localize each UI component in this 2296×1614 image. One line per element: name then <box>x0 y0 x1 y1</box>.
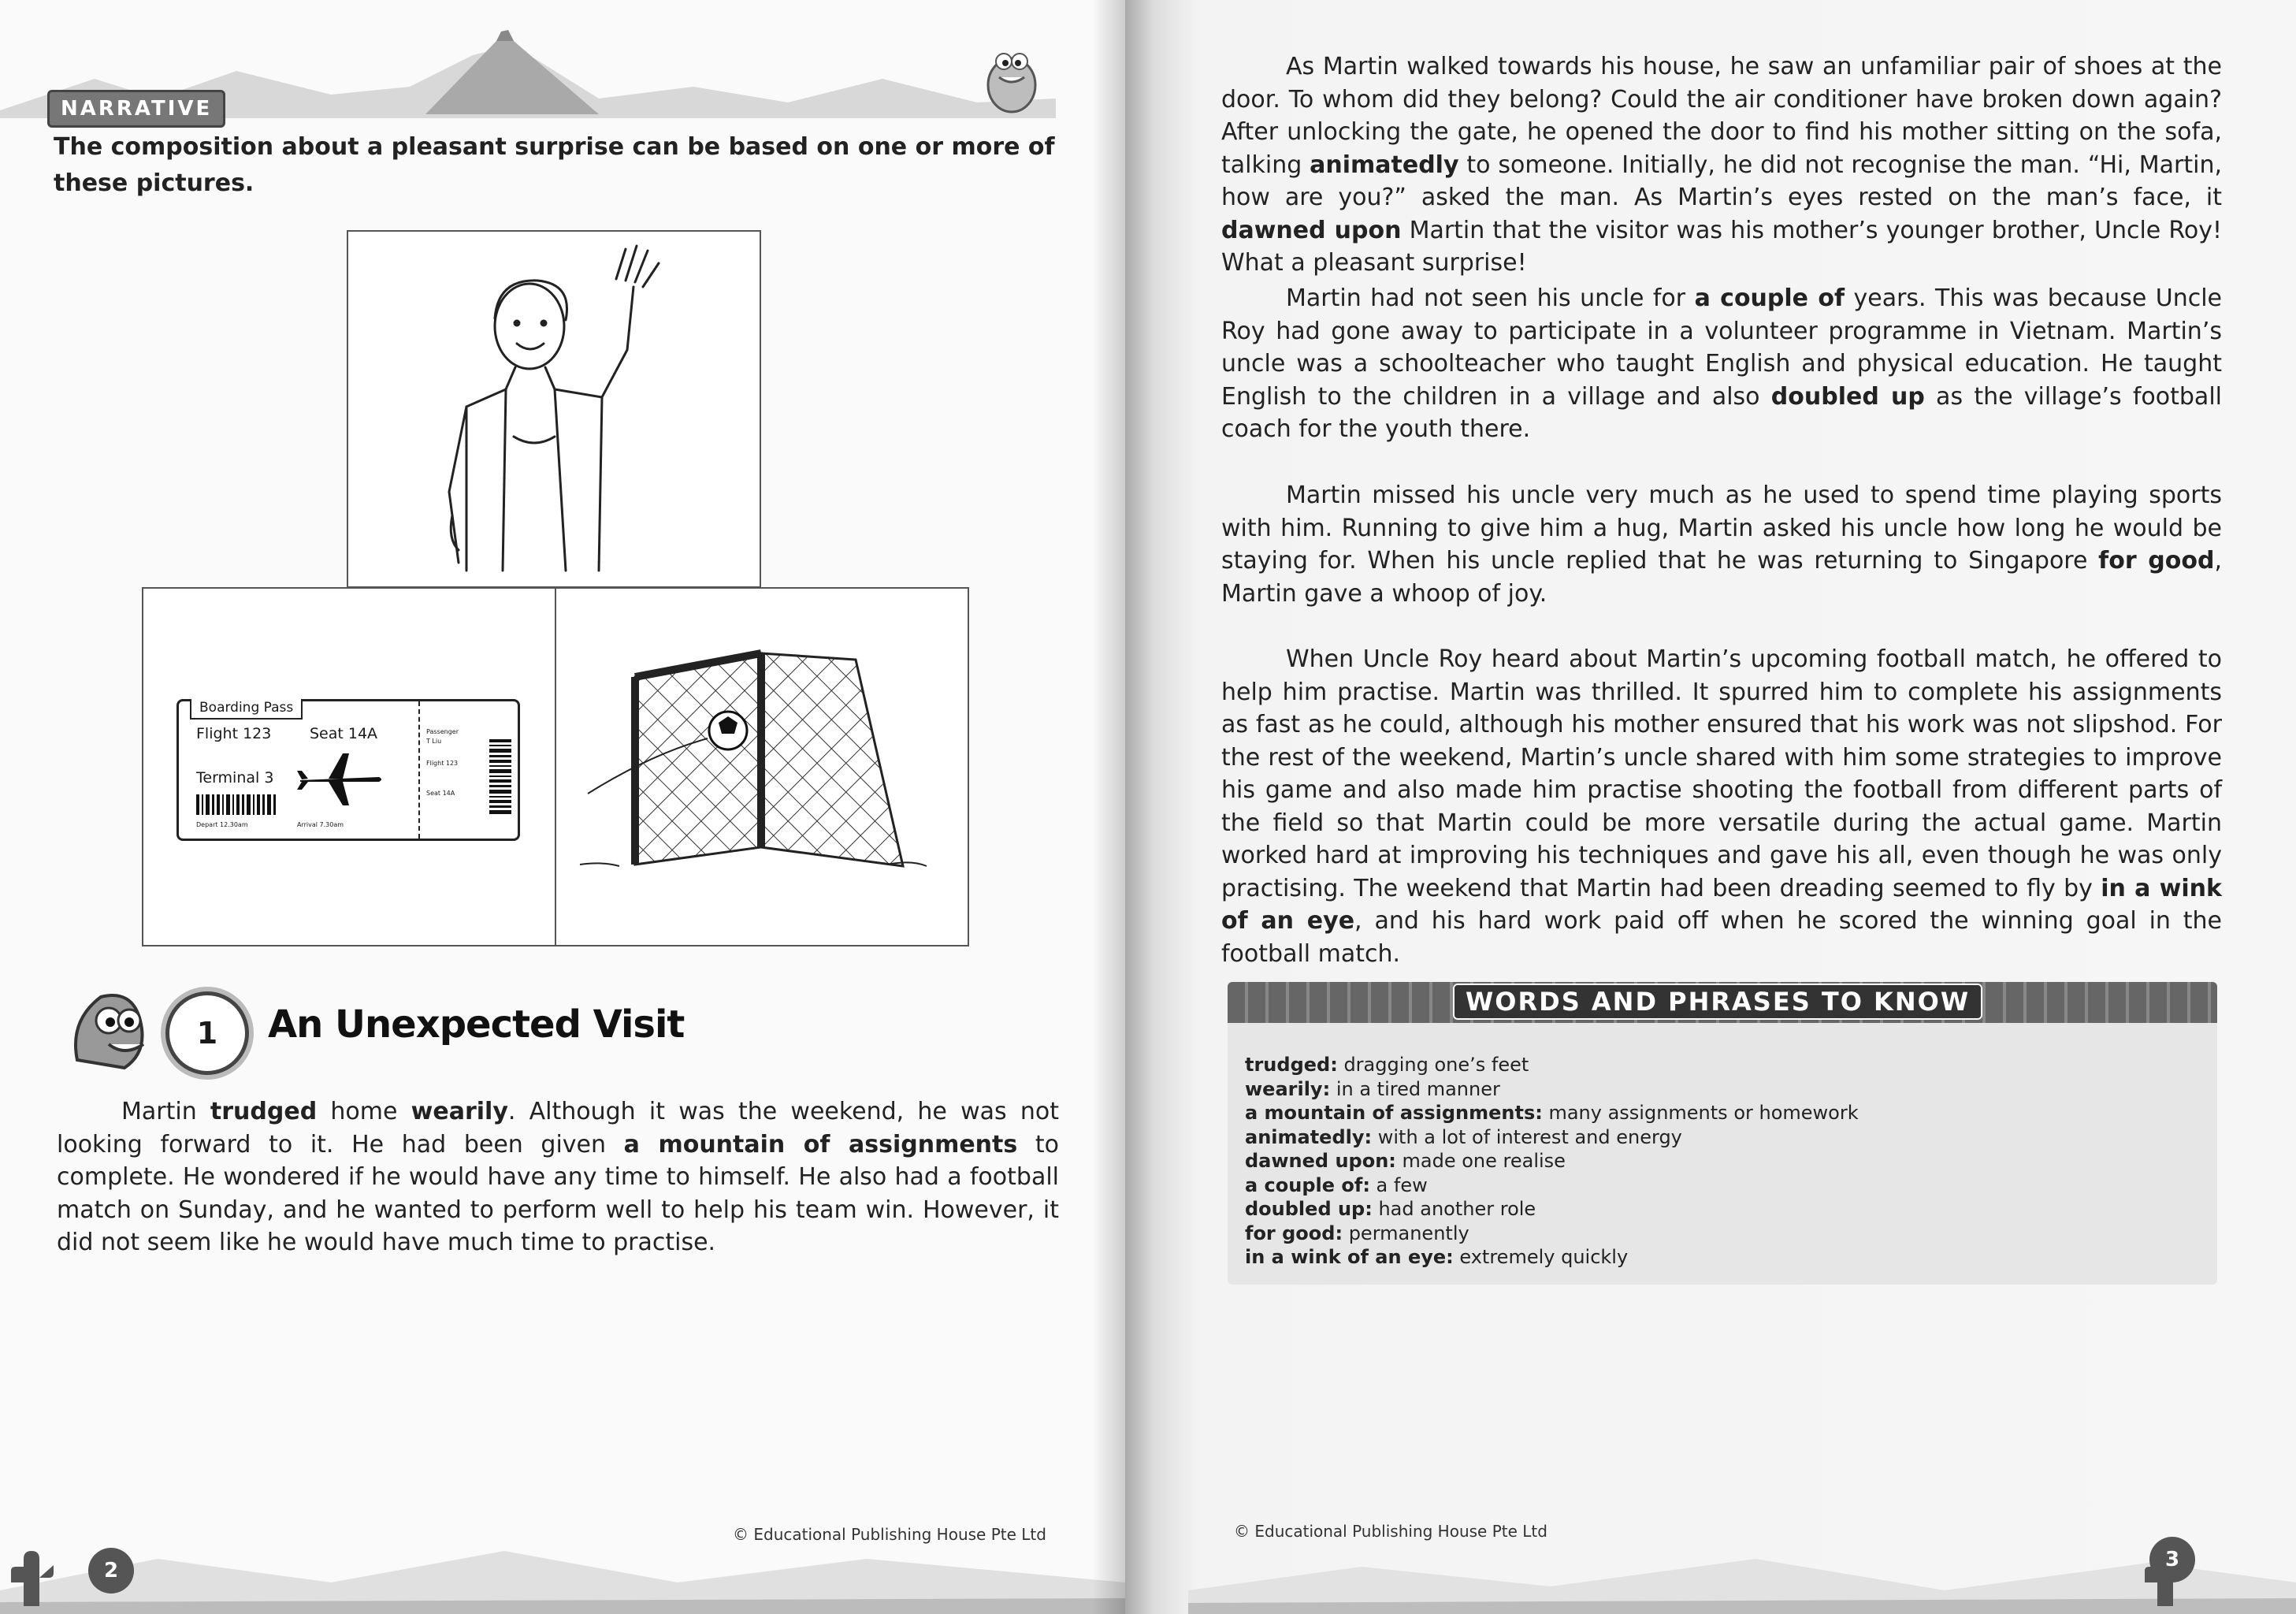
key-phrase: doubled up <box>1770 382 1925 411</box>
boarding-pass-title: Boarding Pass <box>190 699 303 720</box>
vocabulary-definition: permanently <box>1343 1222 1469 1244</box>
vocabulary-title: WORDS AND PHRASES TO KNOW <box>1453 984 1982 1020</box>
key-phrase: in a wink of an eye <box>1221 874 2222 935</box>
vocabulary-term: trudged: <box>1245 1054 1338 1076</box>
text-run: , Martin gave a whoop of joy. <box>1221 547 2222 608</box>
stub-flight: Flight 123 <box>426 760 459 767</box>
text-run: Martin had not seen his uncle for <box>1286 284 1695 312</box>
text-run: As Martin walked towards his house, he saw an unfamiliar pair of shoes at the door. To whom did they belong? Could the air conditioner have broken down again? After unlocking the gate, he opened the door to find his mother sitting on the sofa, talking <box>1221 53 2222 179</box>
terminal-number: Terminal 3 <box>196 769 274 787</box>
vocabulary-term: for good: <box>1245 1222 1343 1244</box>
vocabulary-list <box>1245 1053 1859 1270</box>
boarding-pass <box>176 699 520 841</box>
stub-divider <box>418 701 420 839</box>
text-run: Martin that the visitor was his mother’s younger brother, Uncle Roy! What a pleasant surprise! <box>1221 216 2223 277</box>
key-phrase: trudged <box>210 1098 318 1125</box>
vocabulary-item <box>1245 1149 1859 1173</box>
copyright-notice: © Educational Publishing House Pte Ltd <box>1234 1522 1547 1541</box>
airplane-icon <box>297 752 384 807</box>
page-number: 3 <box>2149 1537 2195 1582</box>
right-page <box>1125 0 2296 1614</box>
vocabulary-definition: many assignments or homework <box>1542 1102 1859 1124</box>
vocabulary-item <box>1245 1053 1859 1077</box>
vocabulary-item <box>1245 1101 1859 1125</box>
key-phrase: a mountain of assignments <box>623 1130 1018 1158</box>
vocabulary-term: a mountain of assignments: <box>1245 1102 1543 1124</box>
picture-waving-man <box>347 230 761 588</box>
story-paragraph-5 <box>1221 643 2222 970</box>
dinosaur-speaker-icon <box>61 981 156 1076</box>
picture-football-goal <box>555 587 969 946</box>
vocabulary-item <box>1245 1173 1859 1198</box>
football-goal-illustration <box>556 589 968 945</box>
key-phrase: wearily <box>411 1098 508 1125</box>
story-paragraph-2 <box>1221 50 2222 280</box>
vocabulary-term: dawned upon: <box>1245 1150 1396 1172</box>
vocabulary-box <box>1228 982 2217 1285</box>
vocabulary-item <box>1245 1125 1859 1150</box>
story-paragraph-4 <box>1221 479 2222 610</box>
stub-barcode-icon <box>489 739 511 815</box>
flight-number: Flight 123 <box>196 725 272 742</box>
vocabulary-item <box>1245 1197 1859 1222</box>
seat-number: Seat 14A <box>310 725 378 742</box>
text-run: . Although it was the weekend, he was not looking forward to it. He had been given <box>57 1098 1059 1158</box>
text-run: , and his hard work paid off when he scored the winning goal in the football match. <box>1221 907 2223 968</box>
text-run: to complete. He wondered if he would have any time to himself. He also had a football match on Sunday, and he wanted to perform well to help his team win. However, it did not seem like he would have much time to practise. <box>57 1130 1059 1256</box>
text-run: home <box>317 1098 411 1125</box>
key-phrase: dawned upon <box>1221 216 1402 244</box>
vocabulary-item <box>1245 1077 1859 1102</box>
vocabulary-definition: in a tired manner <box>1330 1077 1500 1100</box>
text-run: to someone. Initially, he did not recognise the man. “Hi, Martin, how are you?” asked the man. As Martin’s eyes rested on the man’s face, it <box>1221 151 2222 211</box>
narrative-badge: NARRATIVE <box>47 90 225 128</box>
copyright-notice: © Educational Publishing House Pte Ltd <box>733 1525 1046 1544</box>
vocabulary-definition: dragging one’s feet <box>1337 1054 1529 1076</box>
text-run: Martin missed his uncle very much as he used to spend time playing sports with him. Running to give him a hug, Martin asked his uncle how long he would be staying for. When his uncle replied that he was returning to Singapore <box>1221 482 2222 575</box>
page-number: 2 <box>88 1548 134 1594</box>
depart-time: Depart 12.30am <box>196 821 248 828</box>
stub-name: T Liu <box>426 738 442 745</box>
stub-passenger: Passenger <box>426 728 459 735</box>
dinosaur-mascot-icon <box>974 30 1050 117</box>
section-title: An Unexpected Visit <box>268 1002 685 1047</box>
key-phrase: a couple of <box>1694 284 1845 312</box>
vocabulary-term: doubled up: <box>1245 1198 1373 1220</box>
vocabulary-term: in a wink of an eye: <box>1245 1246 1454 1268</box>
waving-man-illustration <box>348 232 760 586</box>
story-paragraph-3 <box>1221 282 2222 446</box>
key-phrase: for good <box>2098 547 2215 575</box>
barcode-icon <box>196 794 283 815</box>
vocabulary-term: a couple of: <box>1245 1173 1370 1196</box>
text-run: When Uncle Roy heard about Martin’s upcoming football match, he offered to help him practise. Martin was thrilled. It spurred him to complete his assignments as fast as he could, although his mother ensured that his work was not slipshod. For the rest of the weekend, Martin’s uncle shared with him some strategies to improve his game and also made him practise shooting the football from different parts of the field so that Martin could be more versatile during the actual game. Martin worked hard at improving his techniques and gave his all, even though he was only practising. The weekend that Martin had been dreading seemed to fly by <box>1221 645 2222 902</box>
vocabulary-term: wearily: <box>1245 1077 1331 1100</box>
text-run: Martin <box>121 1098 210 1125</box>
vocabulary-definition: extremely quickly <box>1453 1246 1629 1268</box>
vocabulary-definition: a few <box>1369 1173 1428 1196</box>
left-page <box>0 0 1125 1614</box>
intro-text: The composition about a pleasant surprise can be based on one or more of these pictures. <box>54 133 1055 197</box>
text-run: years. This was because Uncle Roy had gone away to participate in a volunteer programme in Vietnam. Martin’s uncle was a schoolteacher who taught English and physical education. He taught English to the children in a village and also <box>1221 284 2222 411</box>
picture-boarding-pass <box>142 587 556 946</box>
vocabulary-definition: with a lot of interest and energy <box>1372 1125 1682 1148</box>
vocabulary-item <box>1245 1245 1859 1270</box>
section-number: 1 <box>165 991 249 1075</box>
arrival-time: Arrival 7.30am <box>297 821 344 828</box>
text-run: as the village’s football coach for the youth there. <box>1221 382 2222 443</box>
stub-seat: Seat 14A <box>426 790 455 797</box>
key-phrase: animatedly <box>1310 151 1459 179</box>
vocabulary-definition: had another role <box>1372 1198 1536 1220</box>
story-paragraph-1 <box>57 1095 1059 1259</box>
vocabulary-term: animatedly: <box>1245 1125 1373 1148</box>
vocabulary-definition: made one realise <box>1395 1150 1566 1172</box>
vocabulary-item <box>1245 1222 1859 1246</box>
